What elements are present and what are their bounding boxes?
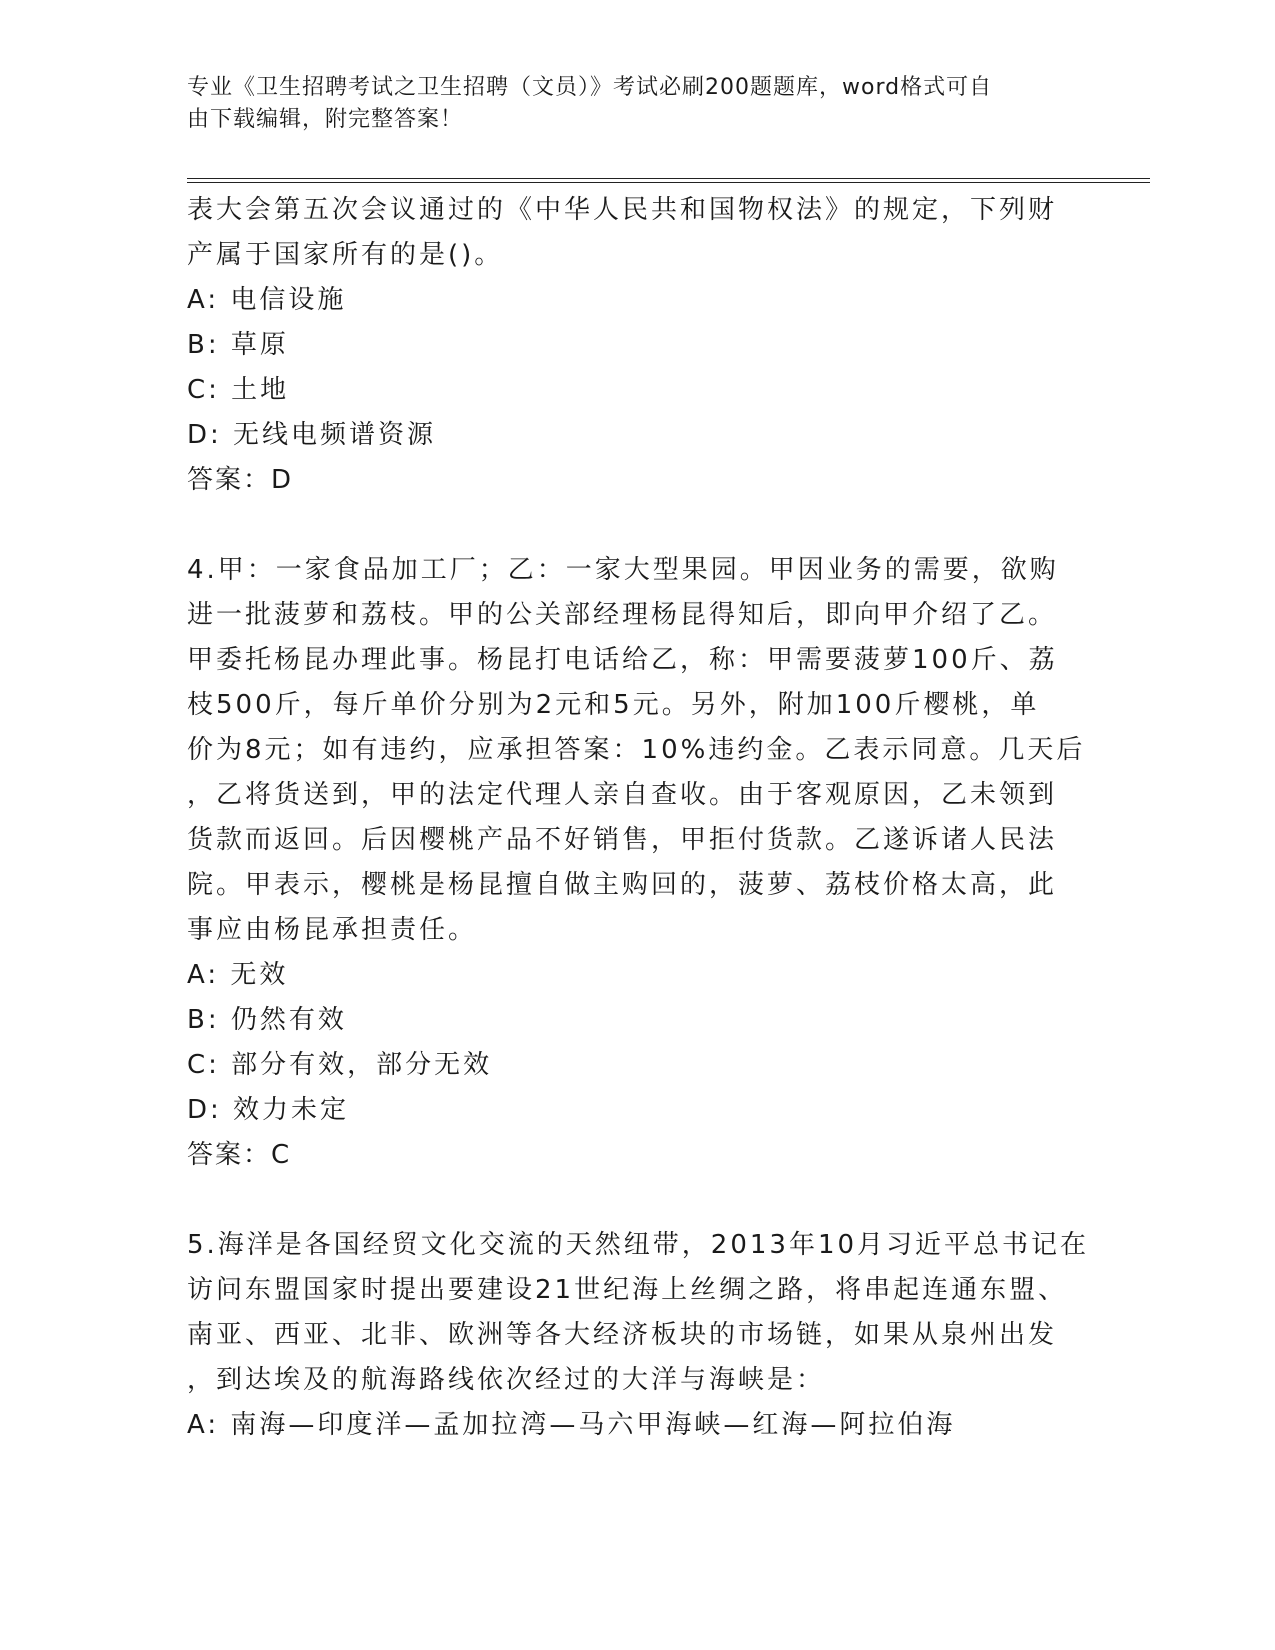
document-header bbox=[187, 72, 1067, 136]
header-line-2: 由下载编辑，附完整答案！ bbox=[187, 107, 464, 132]
question-5 bbox=[187, 1223, 1090, 1448]
question-stem-line: 甲委托杨昆办理此事。杨昆打电话给乙，称：甲需要菠萝100斤、荔 bbox=[187, 645, 1058, 675]
question-stem-line: 产属于国家所有的是()。 bbox=[187, 240, 504, 270]
option-b: B: 草原 bbox=[187, 330, 289, 360]
question-stem-line: ，乙将货送到，甲的法定代理人亲自查收。由于客观原因，乙未领到 bbox=[187, 780, 1058, 810]
option-c: C: 部分有效，部分无效 bbox=[187, 1050, 493, 1080]
question-3 bbox=[187, 188, 1087, 503]
question-stem-line: 表大会第五次会议通过的《中华人民共和国物权法》的规定，下列财 bbox=[187, 195, 1058, 225]
header-line-1: 专业《卫生招聘考试之卫生招聘（文员）》考试必刷200题题库，word格式可自 bbox=[187, 75, 993, 100]
question-stem-line: 南亚、西亚、北非、欧洲等各大经济板块的市场链，如果从泉州出发 bbox=[187, 1320, 1058, 1350]
question-stem-line: 访问东盟国家时提出要建设21世纪海上丝绸之路，将串起连通东盟、 bbox=[187, 1275, 1068, 1305]
question-stem-line: 院。甲表示，樱桃是杨昆擅自做主购回的，菠萝、荔枝价格太高，此 bbox=[187, 870, 1058, 900]
spacer bbox=[187, 503, 1087, 548]
header-divider-bottom bbox=[187, 182, 1150, 183]
question-stem-line: 货款而返回。后因樱桃产品不好销售，甲拒付货款。乙遂诉诸人民法 bbox=[187, 825, 1058, 855]
question-stem-line: ，到达埃及的航海路线依次经过的大洋与海峡是： bbox=[187, 1365, 826, 1395]
question-stem-line: 事应由杨昆承担责任。 bbox=[187, 915, 478, 945]
answer-line: 答案：D bbox=[187, 465, 294, 495]
question-stem-line: 进一批菠萝和荔枝。甲的公关部经理杨昆得知后，即向甲介绍了乙。 bbox=[187, 600, 1058, 630]
option-d: D: 无线电频谱资源 bbox=[187, 420, 437, 450]
option-a: A: 电信设施 bbox=[187, 285, 347, 315]
spacer bbox=[187, 1178, 1087, 1223]
option-a: A: 无效 bbox=[187, 960, 289, 990]
document-body bbox=[187, 188, 1090, 1448]
header-divider-top bbox=[187, 178, 1150, 179]
question-stem-line: 价为8元；如有违约，应承担答案：10%违约金。乙表示同意。几天后 bbox=[187, 735, 1086, 765]
question-4 bbox=[187, 548, 1087, 1178]
question-stem-line: 4.甲：一家食品加工厂；乙：一家大型果园。甲因业务的需要，欲购 bbox=[187, 555, 1059, 585]
option-d: D: 效力未定 bbox=[187, 1095, 350, 1125]
question-stem-line: 5.海洋是各国经贸文化交流的天然纽带，2013年10月习近平总书记在 bbox=[187, 1230, 1090, 1260]
question-stem-line: 枝500斤，每斤单价分别为2元和5元。另外，附加100斤樱桃，单 bbox=[187, 690, 1040, 720]
option-b: B: 仍然有效 bbox=[187, 1005, 347, 1035]
option-a: A: 南海—印度洋—孟加拉湾—马六甲海峡—红海—阿拉伯海 bbox=[187, 1410, 956, 1440]
answer-line: 答案：C bbox=[187, 1140, 292, 1170]
option-c: C: 土地 bbox=[187, 375, 290, 405]
